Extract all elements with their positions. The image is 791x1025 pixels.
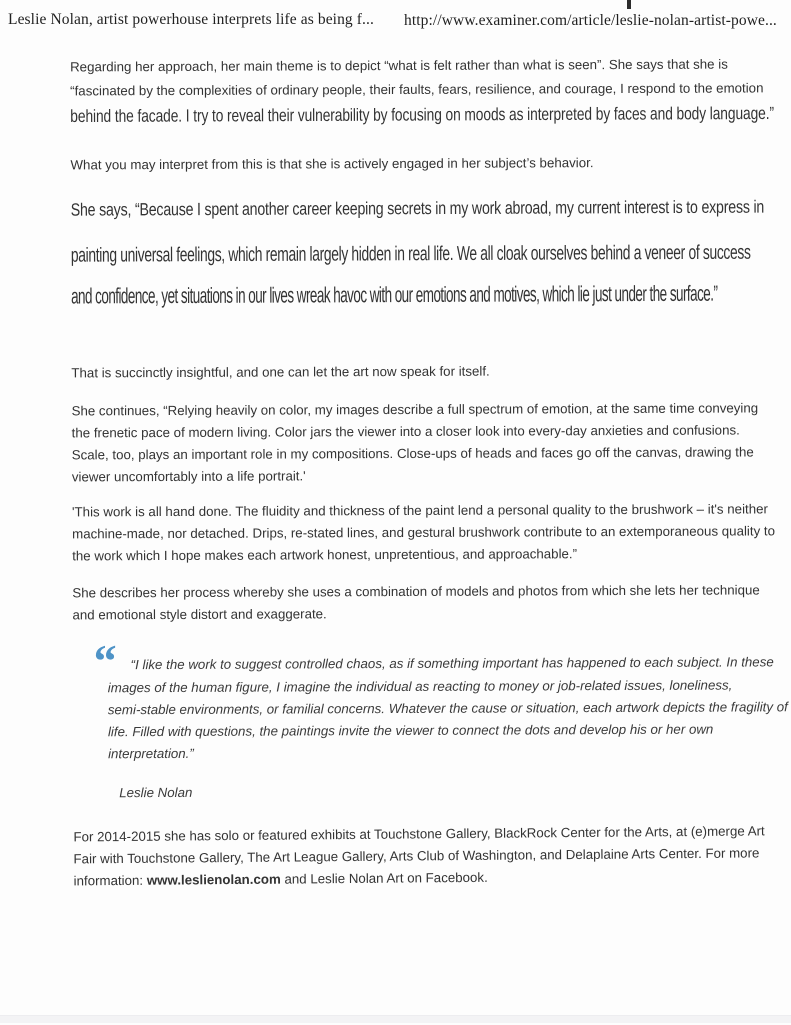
paragraph-5-line-2: machine-made, nor detached. Drips, re-stated lines, and gestural brushwork contribute to an extemporaneous quality to [72, 523, 776, 542]
paragraph-4-line-3: Scale, too, plays an important role in my compositions. Close-ups of heads and faces go off the canvas, drawing the [71, 444, 754, 463]
paragraph-4-line-2: the frenetic pace of modern living. Color jars the viewer into a closer look into every-day anxieties and confusions. [71, 422, 740, 441]
blockquote-line-3: semi-stable environments, or familial concerns. Whatever the cause or situation, each artwork depicts the fragility of [107, 699, 788, 718]
paragraph-7-line-3 [74, 869, 488, 891]
blockquote-line-4: life. Filled with questions, the paintings invite the viewer to connect the dots and develop his or her own [107, 721, 714, 740]
page-header-url: http://www.examiner.com/article/leslie-nolan-artist-powe... [404, 12, 777, 29]
big-quote-line-1: She says, “Because I spent another career keeping secrets in my work abroad, my current interest is to express in [70, 197, 765, 221]
paragraph-5-line-1: 'This work is all hand done. The fluidity and thickness of the paint lend a personal quality to the brushwork – it's neither [71, 501, 768, 520]
paragraph-6-line-2: and emotional style distort and exaggerate. [72, 606, 327, 623]
blockquote-line-5: interpretation.” [108, 745, 194, 762]
website-url-text: www.leslienolan.com [146, 871, 281, 888]
paragraph-3: That is succinctly insightful, and one can let the art now speak for itself. [71, 363, 490, 381]
blockquote-quote-icon: “ [93, 635, 114, 687]
page-header-title: Leslie Nolan, artist powerhouse interprets life as being f... [8, 11, 374, 28]
paragraph-6-line-1: She describes her process whereby she uses a combination of models and photos from which she lets her technique [72, 582, 760, 601]
blockquote-line-2: images of the human figure, I imagine the individual as reacting to money or job-related issues, loneliness, [107, 677, 733, 696]
page-bottom-strip [0, 1015, 791, 1023]
paragraph-5-line-3: the work which I hope makes each artwork honest, unpretentious, and approachable.” [72, 546, 578, 564]
paragraph-1-line-2: “fascinated by the complexities of ordinary people, their faults, fears, resilience, and courage, I respond to the emotion [70, 80, 764, 99]
paragraph-7-line-3-suffix: and Leslie Nolan Art on Facebook. [280, 869, 488, 887]
paragraph-2: What you may interpret from this is that she is actively engaged in her subject’s behavior. [70, 155, 594, 173]
paragraph-7-line-2: Fair with Touchstone Gallery, The Art League Gallery, Arts Club of Washington, and Delaplaine Arts Center. For more [73, 845, 760, 867]
blockquote-attribution: Leslie Nolan [119, 784, 193, 801]
paragraph-4-line-4: viewer uncomfortably into a life portrait.' [71, 468, 306, 485]
blockquote-line-1: “I like the work to suggest controlled chaos, as if something important has happened to each subject. In these [130, 654, 774, 673]
paragraph-7-line-3-prefix: information: [73, 872, 147, 889]
big-quote-line-3: and confidence, yet situations in our lives wreak havoc with our emotions and motives, which lie just under the surface.” [71, 281, 718, 309]
big-quote-line-2: painting universal feelings, which remain largely hidden in real life. We all cloak ourselves behind a veneer of success [70, 239, 751, 267]
paragraph-7-line-1: For 2014-2015 she has solo or featured exhibits at Touchstone Gallery, BlackRock Center for the Arts, at (e)merge Art [73, 823, 765, 845]
paragraph-1-line-1: Regarding her approach, her main theme is to depict “what is felt rather than what is seen”. She says that she is [70, 56, 728, 75]
paragraph-4-line-1: She continues, “Relying heavily on color, my images describe a full spectrum of emotion, at the same time conveying [71, 400, 759, 419]
paragraph-1-line-3: behind the facade. I try to reveal their vulnerability by focusing on moods as interpreted by faces and body language.” [70, 103, 774, 126]
